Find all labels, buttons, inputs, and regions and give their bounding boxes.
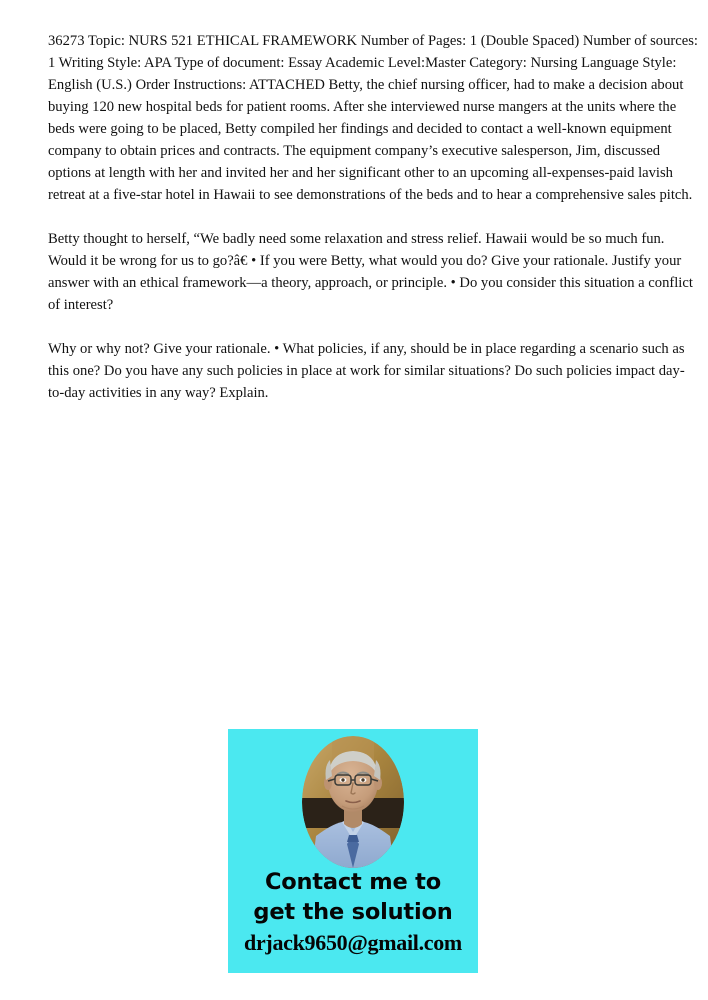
- portrait-photo: [302, 736, 404, 868]
- promo-headline-line-2: get the solution: [253, 899, 453, 925]
- paragraph-order-details: 36273 Topic: NURS 521 ETHICAL FRAMEWORK Number of Pages: 1 (Double Spaced) Number of sources: 1 Writing Style: APA Type of document: Essay Academic Level:Master Category: Nursing Language Style: English (U.S.) Order Instructions: ATTACHED Betty, the chief nursing officer, had to make a decision about buying 120 new hospital beds for patient rooms. After she interviewed nurse mangers at the units where the beds were going to be placed, Betty compiled her findings and decided to contact a well-known equipment company to obtain prices and contracts. The equipment company’s executive salesperson, Jim, discussed options at length with her and invited her and her significant other to an upcoming all-expenses-paid lavish retreat at a five-star hotel in Hawaii to see demonstrations of the beds and to hear a comprehensive sales pitch.: [48, 33, 698, 203]
- paragraph-betty-reflection: Betty thought to herself, “We badly need some relaxation and stress relief. Hawaii would be so much fun. Would it be wrong for us to go?â€ • If you were Betty, what would you do? Give your rationale. Justify your answer with an ethical framework—a theory, approach, or principle. • Do you consider this situation a conflict of interest?: [48, 231, 693, 313]
- promo-email-address[interactable]: drjack9650@gmail.com: [244, 930, 462, 955]
- document-text-body: [48, 30, 700, 404]
- paragraph-policy-questions: Why or why not? Give your rationale. • What policies, if any, should be in place regarding a scenario such as this one? Do you have any such policies in place at work for similar situations? Do such policies impact day-to-day activities in any way? Explain.: [48, 341, 685, 401]
- portrait-illustration-svg: [302, 736, 404, 868]
- promo-headline-line-1: Contact me to: [264, 869, 441, 895]
- contact-promo-banner: [228, 729, 478, 973]
